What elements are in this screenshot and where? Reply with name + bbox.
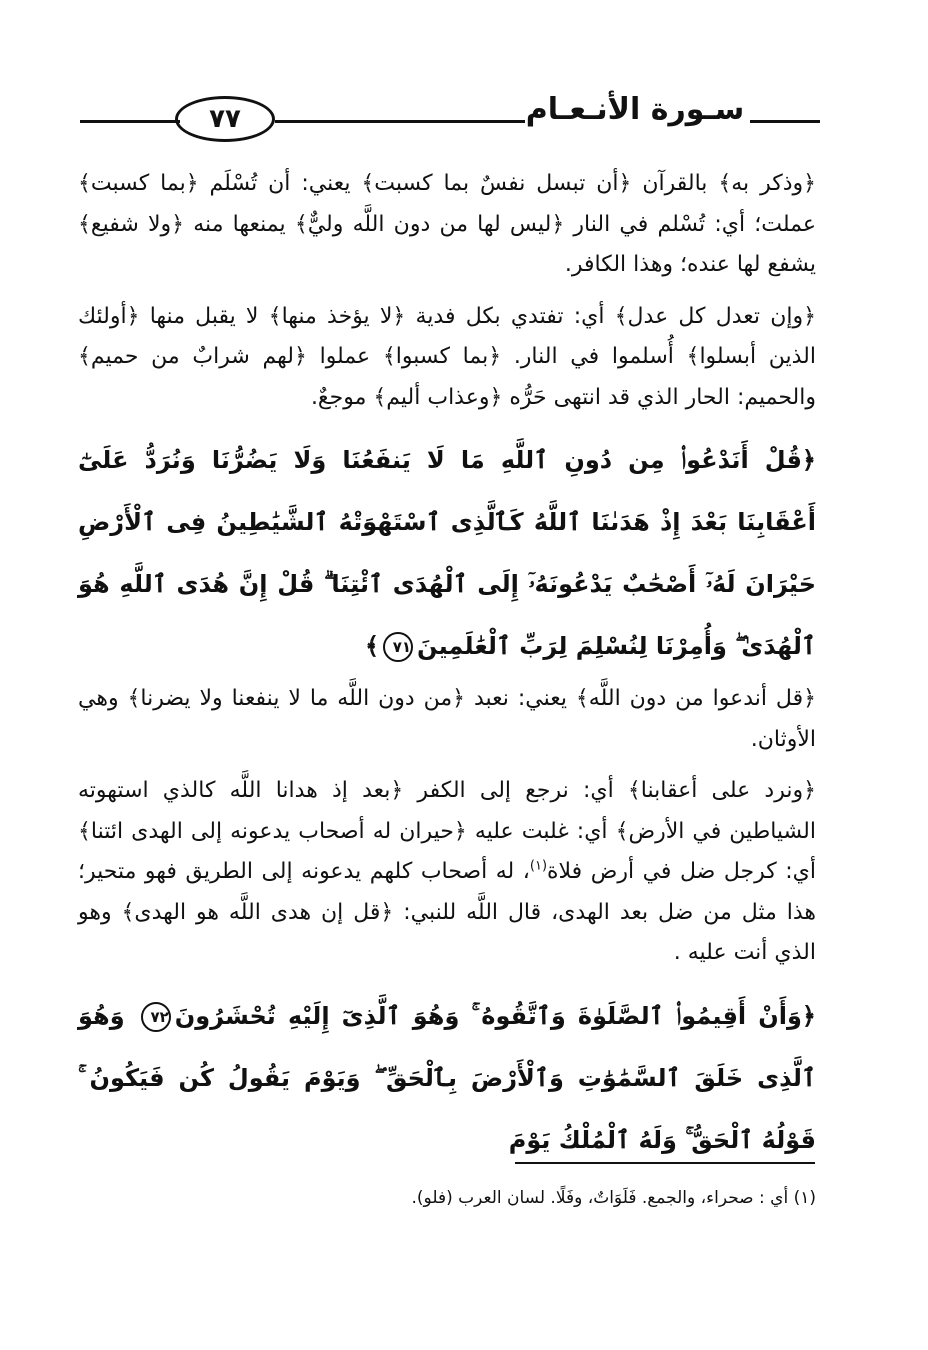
page-header [70, 84, 820, 154]
quran-verse-72-73 [78, 985, 816, 1171]
verse-73-text: وَهُوَ ٱلَّذِى خَلَقَ ٱلسَّمَٰوَٰتِ وَٱلْأَرْضَ بِٱلْحَقِّ ۖ وَيَوْمَ يَقُولُ كُن فَيَكُونُ ۚ قَوْلُهُ ٱلْحَقُّ ۚ وَلَهُ ٱلْمُلْكُ يَوْمَ [78, 1001, 816, 1154]
paragraph-2: ﴿وإن تعدل كل عدل﴾ أي: تفتدي بكل فدية ﴿لا يؤخذ منها﴾ لا يقبل منها ﴿أولئك الذين أبسلوا﴾ أُسلموا في النار. ﴿بما كسبوا﴾ عملوا ﴿لهم شرابٌ من حميم﴾ والحميم: الحار الذي قد انتهى حَرُّه ﴿وعذاب أليم﴾ موجعٌ. [78, 303, 816, 410]
header-rule-left [80, 120, 180, 123]
ayah-number-marker: ٧٢ [141, 1002, 171, 1032]
paragraph-3: ﴿قل أندعوا من دون اللَّه﴾ يعني: نعبد ﴿من دون اللَّه ما لا ينفعنا ولا يضرنا﴾ وهي الأوثان. [78, 686, 816, 752]
page-body [78, 164, 816, 1173]
paragraph-1: ﴿وذكر به﴾ بالقرآن ﴿أن تبسل نفسٌ بما كسبت﴾ يعني: أن تُسْلَم ﴿بما كسبت﴾ عملت؛ أي: تُسْلم في النار ﴿ليس لها من دون اللَّه وليٌّ﴾ يمنعها منه ﴿ولا شفيع﴾ يشفع لها عنده؛ وهذا الكافر. [78, 171, 816, 277]
surah-title: سـورة الأنـعـام [525, 92, 745, 127]
verse-72-text: ﴿وَأَنْ أَقِيمُوا۟ ٱلصَّلَوٰةَ وَٱتَّقُوهُ ۚ وَهُوَ ٱلَّذِىٓ إِلَيْهِ تُحْشَرُونَ [174, 1001, 816, 1030]
footnote: (١) أي : صحراء، والجمع. فَلَوَاتٌ، وفَلًا. لسان العرب (فلو). [411, 1188, 816, 1208]
header-rule-middle [275, 120, 525, 123]
verse-71-close-bracket: ﴾ [364, 632, 380, 660]
paragraph-4-text-a: ﴿ونرد على أعقابنا﴾ أي: نرجع إلى الكفر ﴿بعد إذ هدانا اللَّه كالذي استهوته الشياطين في الأرض﴾ أي: غلبت عليه ﴿حيران له أصحاب يدعونه إلى الهدى ائتنا﴾ أي: كرجل ضل في أرض فلاة [78, 778, 816, 884]
quran-verse-71 [78, 429, 816, 677]
page-number: ٧٧ [175, 96, 275, 142]
ayah-number-marker: ٧١ [383, 632, 413, 662]
verse-71-text: ﴿قُلْ أَنَدْعُوا۟ مِن دُونِ ٱللَّهِ مَا لَا يَنفَعُنَا وَلَا يَضُرُّنَا وَنُرَدُّ عَلَىٰٓ أَعْقَابِنَا بَعْدَ إِذْ هَدَىٰنَا ٱللَّهُ كَٱلَّذِى ٱسْتَهْوَتْهُ ٱلشَّيَٰطِينُ فِى ٱلْأَرْضِ حَيْرَانَ لَهُۥٓ أَصْحَٰبٌ يَدْعُونَهُۥٓ إِلَى ٱلْهُدَى ٱئْتِنَا ۗ قُلْ إِنَّ هُدَى ٱللَّهِ هُوَ ٱلْهُدَىٰ ۖ وَأُمِرْنَا لِنُسْلِمَ لِرَبِّ ٱلْعَٰلَمِينَ [78, 446, 816, 660]
header-rule-right [750, 120, 820, 123]
paragraph-4 [78, 771, 816, 974]
paragraph-4-text-b: ، له أصحاب كلهم يدعونه إلى الطريق فهو متحير؛ هذا مثل من ضل بعد الهدى، قال اللَّه للنبي: ﴿قل إن هدى اللَّه هو الهدى﴾ وهو الذي أنت عليه . [78, 859, 816, 965]
footnote-separator [515, 1162, 815, 1164]
footnote-reference: (١) [529, 858, 548, 874]
